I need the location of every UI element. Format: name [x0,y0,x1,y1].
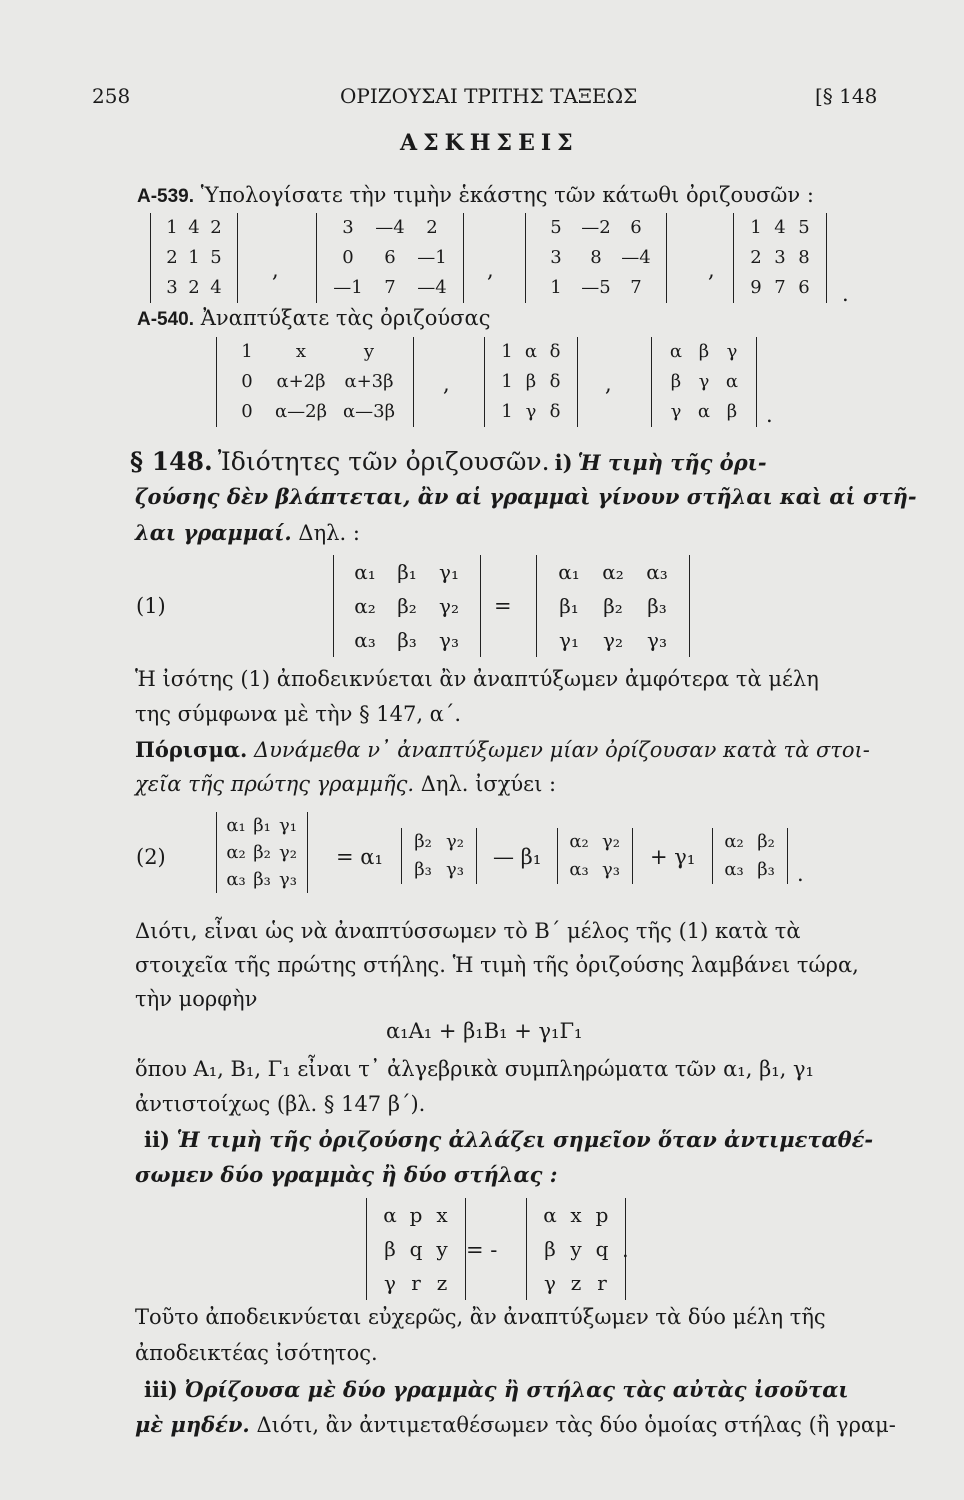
det-entry: 0 [241,371,253,392]
det-entry: α₂ [724,831,744,852]
det-entry: β [670,371,682,392]
det-entry: γ₁ [559,628,579,652]
item-ii-label: ii) [144,1127,170,1152]
det-entry: α—2β [274,401,327,422]
det-entry: β₂ [253,842,271,863]
para3-line1: Τοῦτο ἀποδεικνύεται εὐχερῶς, ἂν ἀναπτύξωμεν τὰ δύο μέλη τῆς [135,1305,826,1329]
det-entry: 0 [342,247,354,268]
porisma-label: Πόρισμα. [135,737,248,762]
para1-line2: της σύμφωνα μὲ τὴν § 147, α΄. [135,702,462,726]
exercise-539-label: Α-539. [137,186,195,207]
det-entry: —1 [333,277,363,298]
det-entry: y [570,1237,582,1261]
det-entry: 3 [550,247,562,268]
det-entry: 2 [426,217,438,238]
det-entry: α [524,341,538,362]
det-entry: 1 [750,217,762,238]
det-entry: α₁ [226,815,246,836]
det-entry: 7 [630,277,642,298]
porisma-line2: χεῖα τῆς πρώτης γραμμῆς. [135,772,415,796]
det-entry: x [295,341,307,362]
det-entry: γ₁ [279,815,297,836]
det-entry: γ₂ [602,831,620,852]
det-entry: δ [549,341,561,362]
det-entry: 7 [384,277,396,298]
ex539-det-2 [316,213,464,303]
det-entry: α₂ [226,842,246,863]
exercise-540 [137,306,490,331]
item-i-dhl: Δηλ. : [298,521,360,545]
exercise-540-text: Ἀναπτύξατε τὰς ὀριζούσας [200,306,491,330]
exercise-539-text: Ὑπολογίσατε τὴν τιμὴν ἑκάστης τῶν κάτωθι ὀριζουσῶν : [200,183,814,207]
det-entry: 1 [550,277,562,298]
ex540-det-3 [651,337,757,427]
det-entry: 2 [210,217,222,238]
item-ii-line2: σωμεν δύο γραμμὰς ἢ δύο στήλας : [135,1162,558,1187]
det-entry: γ₂ [279,842,297,863]
eq2-big-det [216,812,308,893]
det-entry: p [409,1203,423,1227]
para2-line2: στοιχεῖα τῆς πρώτης στήλης. Ἡ τιμὴ τῆς ὀριζούσης λαμβάνει τώρα, [135,953,859,977]
det-entry: β₁ [397,560,417,584]
det-entry: 1 [501,371,513,392]
det-entry: γ₂ [439,594,459,618]
det-entry: α₂ [354,594,376,618]
equation-1-label: (1) [136,594,166,618]
det-entry: 3 [774,247,786,268]
eq1-right-det [536,555,690,657]
item-i-line-3: λαι γραμμαί. [135,520,292,545]
det-entry: γ₁ [439,560,459,584]
det-entry: β [384,1237,396,1261]
det-entry: 1 [501,401,513,422]
det-entry: 6 [384,247,396,268]
para2-line4: ὅπου Α₁, Β₁, Γ₁ εἶναι τ᾽ ἀλγεβρικὰ συμπληρώματα τῶν α₁, β₁, γ₁ [135,1057,814,1081]
det-entry: 8 [798,247,810,268]
ii-right-det [526,1198,626,1300]
det-entry: r [597,1271,607,1295]
porisma-dhl: Δηλ. ἰσχύει : [420,772,557,796]
det-entry: γ₃ [279,869,297,890]
det-entry: α₃ [354,628,376,652]
item-iii-line2: μὲ μηδέν. [135,1412,250,1437]
section-symbol: § 148. [130,447,213,476]
det-entry: 4 [188,217,200,238]
det-entry: β₂ [757,831,775,852]
det-entry: 8 [590,247,602,268]
det-entry: q [409,1237,423,1261]
det-entry: γ₃ [602,859,620,880]
ii-left-det [366,1198,466,1300]
det-entry: γ [726,341,738,362]
det-entry: α [383,1203,397,1227]
det-entry: 5 [798,217,810,238]
det-entry: β [698,341,710,362]
porisma-line1: Δυνάμεθα ν᾽ ἀναπτύξωμεν μίαν ὀρίζουσαν κατὰ τὰ στοι- [253,738,870,762]
det-entry: γ₃ [647,628,667,652]
cofactor-formula: α₁Α₁ + β₁Β₁ + γ₁Γ₁ [386,1019,583,1043]
item-ii-line1: Ἡ τιμὴ τῆς ὀριζούσης ἀλλάζει σημεῖον ὅταν ἀντιμεταθέ- [176,1127,874,1152]
det-entry: γ [544,1271,556,1295]
det-entry: β₃ [647,594,667,618]
item-i-text: Ἡ τιμὴ τῆς ὀρι- [577,450,767,475]
det-entry: γ [525,401,537,422]
det-entry: δ [549,401,561,422]
det-entry: r [411,1271,421,1295]
eq1-operator: = [494,594,512,618]
det-entry: α+3β [344,371,394,392]
det-entry: β₃ [253,869,271,890]
para2-line5: ἀντιστοίχως (βλ. § 147 β΄). [135,1092,426,1116]
det-entry: p [595,1203,609,1227]
det-entry: x [436,1203,448,1227]
det-entry: γ₂ [603,628,623,652]
det-entry: 1 [501,341,513,362]
det-entry: β₃ [757,859,775,880]
det-entry: α₁ [558,560,580,584]
eq2-minor-1 [401,828,477,884]
det-entry: z [570,1271,582,1295]
det-entry: β₃ [414,859,432,880]
item-i-label: i) [554,450,573,475]
book-page: 258 ΟΡΙΖΟΥΣΑΙ ΤΡΙΤΗΣ ΤΑΞΕΩΣ [§ 148 ΑΣΚΗΣΕΙΣ Α-539. Ὑπολογίσατε τὴν τιμὴν ἑκάστης τῶν κάτωθι ὀριζουσῶν : 1 4 2 2 1 5 3 2 4 , 3 —4 2 0 6 —1 —1 7 —4 , 5 —2 6 3 8 —4 1 —5 7 , 1 4 5 2 3 8 9 7 6 . Α-540. Ἀναπτύξατε τὰς ὀριζούσας 1 x y 0 α+2β α+3β 0 α—2β α—3β , 1 α δ 1 β δ 1 γ δ , α β γ β γ α γ α β . § 148. Ἰδιότητες τῶν ὀριζουσῶν. i) Ἡ τιμὴ τῆς ὀρι- ζούσης δὲν βλάπτεται, ἂν αἱ γραμμαὶ γίνουν στῆλαι καὶ αἱ στῆ- λαι γραμμαί. Δηλ. : (1) α₁ β₁ γ₁ α₂ β₂ γ₂ α₃ β₃ γ₃ = α₁ α₂ α₃ β₁ β₂ β₃ γ₁ γ₂ γ₃ Ἡ ἰσότης (1) ἀποδεικνύεται ἂν ἀναπτύξωμεν ἀμφότερα τὰ μέλη της σύμφωνα μὲ τὴν § 147, α΄. Πόρισμα. Δυνάμεθα ν᾽ ἀναπτύξωμεν μίαν ὀρίζουσαν κατὰ τὰ στοι- χεῖα τῆς πρώτης γραμμῆς. Δηλ. ἰσχύει : (2) α₁ β₁ γ₁ α₂ β₂ γ₂ α₃ β₃ γ₃ = α₁ β₂ γ₂ β₃ γ₃ — β₁ α₂ γ₂ α₃ γ₃ + γ₁ α₂ β₂ α₃ β₃ . Διότι, εἶναι ὡς νὰ ἀναπτύσσωμεν τὸ Β΄ μέλος τῆς (1) κατὰ τὰ στοιχεῖα τῆς πρώτης στήλης. Ἡ τιμὴ τῆς ὀριζούσης λαμβάνει τώρα, τὴν μορφὴν α₁Α₁ + β₁Β₁ + γ₁Γ₁ ὅπου Α₁, Β₁, Γ₁ εἶναι τ᾽ ἀλγεβρικὰ συμπληρώματα τῶν α₁, β₁, γ₁ ἀντιστοίχως (βλ. § 147 β΄). ii) Ἡ τιμὴ τῆς ὀριζούσης ἀλλάζει σημεῖον ὅταν ἀντιμεταθέ- σωμεν δύο γραμμὰς ἢ δύο στήλας : α p x β q y γ r z = - α x p β y q γ z r . Τοῦτο ἀποδεικνύεται εὐχερῶς, ἂν ἀναπτύξωμεν τὰ δύο μέλη τῆς ἀποδεικτέας ἰσότητος. iii) Ὀρίζουσα μὲ δύο γραμμὰς ἢ στήλας τὰς αὐτὰς ἰσοῦται μὲ μηδέν. Διότι, ἂν ἀντιμεταθέσωμεν τὰς δύο ὁμοίας στήλας (ἢ γραμ- [92,84,917,1437]
det-entry: x [570,1203,582,1227]
det-entry: β₃ [397,628,417,652]
det-entry: 1 [166,217,178,238]
det-entry: z [436,1271,448,1295]
exercise-539 [137,183,814,208]
eq2-beta-coef: — β₁ [493,845,542,869]
det-entry: α₁ [354,560,376,584]
det-entry: α—3β [342,401,395,422]
eq2-gamma-coef: + γ₁ [650,845,696,869]
det-entry: α₃ [569,859,589,880]
det-entry: γ [698,371,710,392]
det-entry: γ₃ [439,628,459,652]
det-entry: β₂ [603,594,623,618]
section-reference: [§ 148 [815,84,878,108]
eq2-alpha-coef: = α₁ [336,845,383,869]
det-entry: y [436,1237,448,1261]
det-entry: α+2β [276,371,326,392]
det-entry: δ [549,371,561,392]
det-entry: β₁ [559,594,579,618]
det-entry: —4 [375,217,405,238]
section-148-heading [130,447,767,476]
det-entry: 1 [241,341,253,362]
det-entry: —5 [581,277,611,298]
det-entry: β₂ [397,594,417,618]
section-title: Ἰδιότητες τῶν ὀριζουσῶν. [217,447,550,476]
det-entry: β [525,371,537,392]
det-entry: 1 [188,247,200,268]
ex539-det-3 [525,213,667,303]
det-entry: γ₃ [446,859,464,880]
exercises-heading: ΑΣΚΗΣΕΙΣ [400,130,579,156]
exercise-540-label: Α-540. [137,309,195,330]
det-entry: γ [384,1271,396,1295]
item-iii-line1: Ὀρίζουσα μὲ δύο γραμμὰς ἢ στήλας τὰς αὐτὰς ἰσοῦται [184,1377,849,1402]
det-entry: α [725,371,739,392]
det-entry: q [595,1237,609,1261]
ii-operator: = - [466,1238,498,1262]
det-entry: 3 [166,277,178,298]
det-entry: y [363,341,375,362]
eq2-minor-3 [712,828,788,884]
para1-line1: Ἡ ἰσότης (1) ἀποδεικνύεται ἂν ἀναπτύξωμεν ἀμφότερα τὰ μέλη [135,667,819,691]
ex540-det-2 [484,337,578,427]
det-entry: β₁ [253,815,271,836]
det-entry: β [726,401,738,422]
det-entry: 9 [750,277,762,298]
det-entry: α₃ [646,560,668,584]
page-number: 258 [92,84,131,108]
det-entry: α [669,341,683,362]
det-entry: 4 [774,217,786,238]
det-entry: γ₂ [446,831,464,852]
det-entry: —4 [417,277,447,298]
det-entry: 6 [798,277,810,298]
ex539-det-4 [733,213,827,303]
det-entry: α [697,401,711,422]
det-entry: 5 [210,247,222,268]
det-entry: 5 [550,217,562,238]
det-entry: β [544,1237,556,1261]
det-entry: —1 [417,247,447,268]
det-entry: γ [670,401,682,422]
para2-line3: τὴν μορφὴν [135,987,258,1011]
det-entry: —4 [621,247,651,268]
item-iii-rest: Διότι, ἂν ἀντιμεταθέσωμεν τὰς δύο ὁμοίας στήλας (ἢ γραμ- [256,1413,896,1437]
item-i-line-2: ζούσης δὲν βλάπτεται, ἂν αἱ γραμμαὶ γίνουν στῆλαι καὶ αἱ στῆ- [135,484,917,509]
eq1-left-det [333,555,481,657]
det-entry: 3 [342,217,354,238]
det-entry: 2 [188,277,200,298]
det-entry: 2 [166,247,178,268]
det-entry: α₂ [602,560,624,584]
det-entry: α [543,1203,557,1227]
det-entry: α₃ [724,859,744,880]
running-title: ΟΡΙΖΟΥΣΑΙ ΤΡΙΤΗΣ ΤΑΞΕΩΣ [340,84,638,108]
det-entry: 0 [241,401,253,422]
det-entry: 7 [774,277,786,298]
det-entry: —2 [581,217,611,238]
eq2-minor-2 [557,828,633,884]
ex540-det-1 [216,337,414,427]
para2-line1: Διότι, εἶναι ὡς νὰ ἀναπτύσσωμεν τὸ Β΄ μέλος τῆς (1) κατὰ τὰ [135,919,801,943]
det-entry: 4 [210,277,222,298]
ex539-det-1 [150,213,238,303]
item-iii-label: iii) [144,1377,178,1402]
det-entry: 6 [630,217,642,238]
det-entry: 2 [750,247,762,268]
para3-line2: ἀποδεικτέας ἰσότητος. [135,1341,378,1365]
det-entry: α₂ [569,831,589,852]
det-entry: α₃ [226,869,246,890]
equation-2-label: (2) [136,845,166,869]
det-entry: β₂ [414,831,432,852]
